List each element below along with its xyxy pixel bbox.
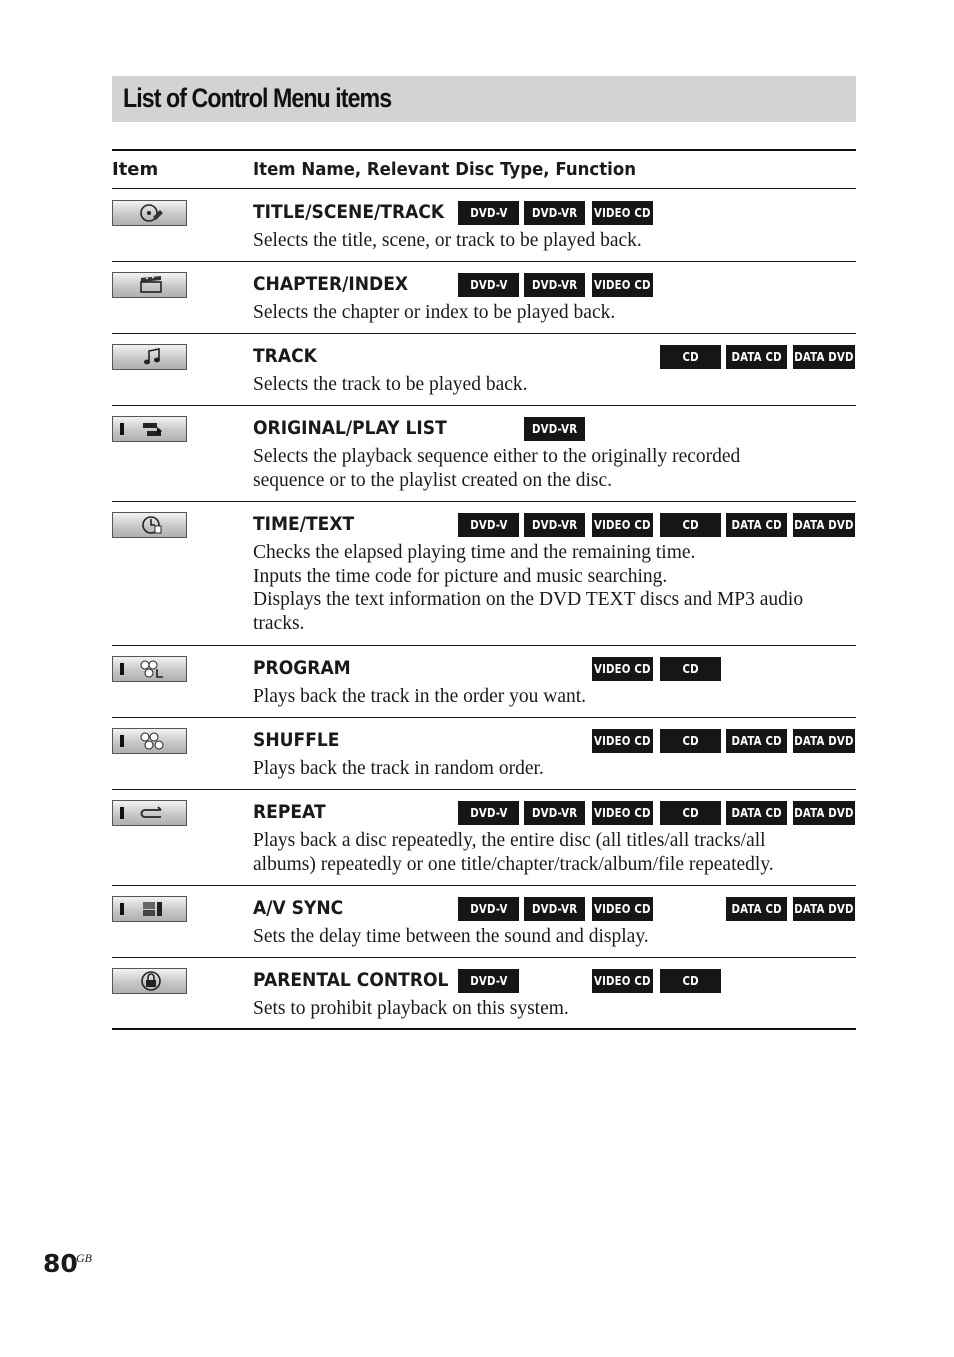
- disc-type-badge-video-cd: VIDEO CD: [592, 897, 653, 921]
- item-description: [253, 373, 853, 397]
- disc-type-badge-cd: CD: [660, 969, 721, 993]
- repeat-icon: [112, 800, 187, 826]
- description-line: tracks.: [253, 612, 305, 634]
- page-region-code: GB: [76, 1251, 92, 1265]
- disc-type-badge-cd: CD: [660, 801, 721, 825]
- item-name: ORIGINAL/PLAY LIST: [253, 417, 447, 439]
- original-play-list-icon: [112, 416, 187, 442]
- description-line: Sets the delay time between the sound and display.: [253, 926, 649, 947]
- disc-type-badge-cd: CD: [660, 729, 721, 753]
- description-line: Inputs the time code for picture and music searching.: [253, 565, 668, 587]
- disc-type-badge-dvd-vr: DVD-VR: [524, 801, 585, 825]
- parental-control-lock-icon: [112, 968, 187, 994]
- column-header-item: Item: [112, 159, 159, 180]
- disc-type-badge-dvd-v: DVD-V: [458, 801, 519, 825]
- disc-type-badge-data-dvd: DATA DVD: [793, 801, 855, 825]
- item-description: [253, 541, 853, 635]
- description-line: Selects the chapter or index to be played back.: [253, 302, 616, 323]
- description-line: albums) repeatedly or one title/chapter/track/album/file repeatedly.: [253, 853, 774, 875]
- item-description: [253, 829, 853, 876]
- disc-type-badge-data-dvd: DATA DVD: [793, 729, 855, 753]
- disc-type-badge-cd: CD: [660, 657, 721, 681]
- description-line: Selects the track to be played back.: [253, 374, 528, 395]
- disc-type-badge-video-cd: VIDEO CD: [592, 513, 653, 537]
- disc-type-badge-video-cd: VIDEO CD: [592, 657, 653, 681]
- disc-type-badge-dvd-v: DVD-V: [458, 201, 519, 225]
- disc-type-badge-dvd-v: DVD-V: [458, 273, 519, 297]
- description-line: Selects the title, scene, or track to be played back.: [253, 230, 642, 251]
- item-name: TIME/TEXT: [253, 513, 355, 535]
- disc-type-badge-video-cd: VIDEO CD: [592, 273, 653, 297]
- page-number: 80: [43, 1249, 78, 1278]
- item-description: [253, 301, 853, 325]
- disc-type-badge-cd: CD: [660, 513, 721, 537]
- item-description: [253, 925, 853, 949]
- column-header-description: Item Name, Relevant Disc Type, Function: [253, 159, 637, 180]
- disc-type-badge-dvd-vr: DVD-VR: [524, 273, 585, 297]
- item-name: CHAPTER/INDEX: [253, 273, 409, 295]
- time-text-icon: [112, 512, 187, 538]
- disc-type-badge-dvd-vr: DVD-VR: [524, 513, 585, 537]
- item-name: TRACK: [253, 345, 317, 367]
- description-line: Plays back a disc repeatedly, the entire disc (all titles/all tracks/all: [253, 830, 766, 851]
- item-name: TITLE/SCENE/TRACK: [253, 201, 445, 223]
- table-row: [112, 885, 856, 958]
- table-row: [112, 645, 856, 718]
- disc-type-badge-data-cd: DATA CD: [726, 729, 787, 753]
- table-row: [112, 957, 856, 1030]
- item-description: [253, 997, 853, 1021]
- disc-type-badge-video-cd: VIDEO CD: [592, 969, 653, 993]
- disc-type-badge-dvd-vr: DVD-VR: [524, 417, 585, 441]
- item-description: [253, 229, 853, 253]
- item-description: [253, 757, 853, 781]
- item-name: A/V SYNC: [253, 897, 344, 919]
- table-top-rule: [112, 149, 856, 151]
- item-name: SHUFFLE: [253, 729, 340, 751]
- disc-type-badge-video-cd: VIDEO CD: [592, 201, 653, 225]
- chapter-index-icon: [112, 272, 187, 298]
- page-title: List of Control Menu items: [123, 83, 392, 113]
- disc-type-badge-dvd-v: DVD-V: [458, 513, 519, 537]
- shuffle-icon: [112, 728, 187, 754]
- table-row: [112, 189, 856, 262]
- item-name: REPEAT: [253, 801, 326, 823]
- disc-type-badge-dvd-v: DVD-V: [458, 969, 519, 993]
- disc-type-badge-data-cd: DATA CD: [726, 513, 787, 537]
- description-line: Displays the text information on the DVD TEXT discs and MP3 audio: [253, 589, 804, 610]
- disc-type-badge-dvd-v: DVD-V: [458, 897, 519, 921]
- description-line: Sets to prohibit playback on this system.: [253, 998, 569, 1019]
- disc-type-badge-data-dvd: DATA DVD: [793, 513, 855, 537]
- disc-type-badge-data-cd: DATA CD: [726, 801, 787, 825]
- description-line: sequence or to the playlist created on the disc.: [253, 469, 612, 491]
- track-music-note-icon: [112, 344, 187, 370]
- table-row: [112, 789, 856, 886]
- item-name: PROGRAM: [253, 657, 351, 679]
- section-title-bar: [112, 76, 856, 122]
- table-row: [112, 501, 856, 646]
- disc-type-badge-data-cd: DATA CD: [726, 345, 787, 369]
- description-line: Plays back the track in random order.: [253, 758, 544, 779]
- disc-type-badge-video-cd: VIDEO CD: [592, 801, 653, 825]
- table-row: [112, 717, 856, 790]
- title-scene-track-icon: [112, 200, 187, 226]
- disc-type-badge-data-dvd: DATA DVD: [793, 345, 855, 369]
- table-row: [112, 261, 856, 334]
- description-line: Checks the elapsed playing time and the remaining time.: [253, 542, 696, 563]
- disc-type-badge-data-dvd: DATA DVD: [793, 897, 855, 921]
- table-row: [112, 405, 856, 502]
- description-line: Selects the playback sequence either to the originally recorded: [253, 446, 741, 467]
- disc-type-badge-dvd-vr: DVD-VR: [524, 201, 585, 225]
- table-row: [112, 333, 856, 406]
- item-description: [253, 445, 853, 492]
- row-divider: [112, 1028, 856, 1030]
- disc-type-badge-data-cd: DATA CD: [726, 897, 787, 921]
- program-icon: [112, 656, 187, 682]
- av-sync-icon: [112, 896, 187, 922]
- description-line: Plays back the track in the order you want.: [253, 686, 587, 707]
- item-name: PARENTAL CONTROL: [253, 969, 449, 991]
- disc-type-badge-video-cd: VIDEO CD: [592, 729, 653, 753]
- disc-type-badge-cd: CD: [660, 345, 721, 369]
- item-description: [253, 685, 853, 709]
- disc-type-badge-dvd-vr: DVD-VR: [524, 897, 585, 921]
